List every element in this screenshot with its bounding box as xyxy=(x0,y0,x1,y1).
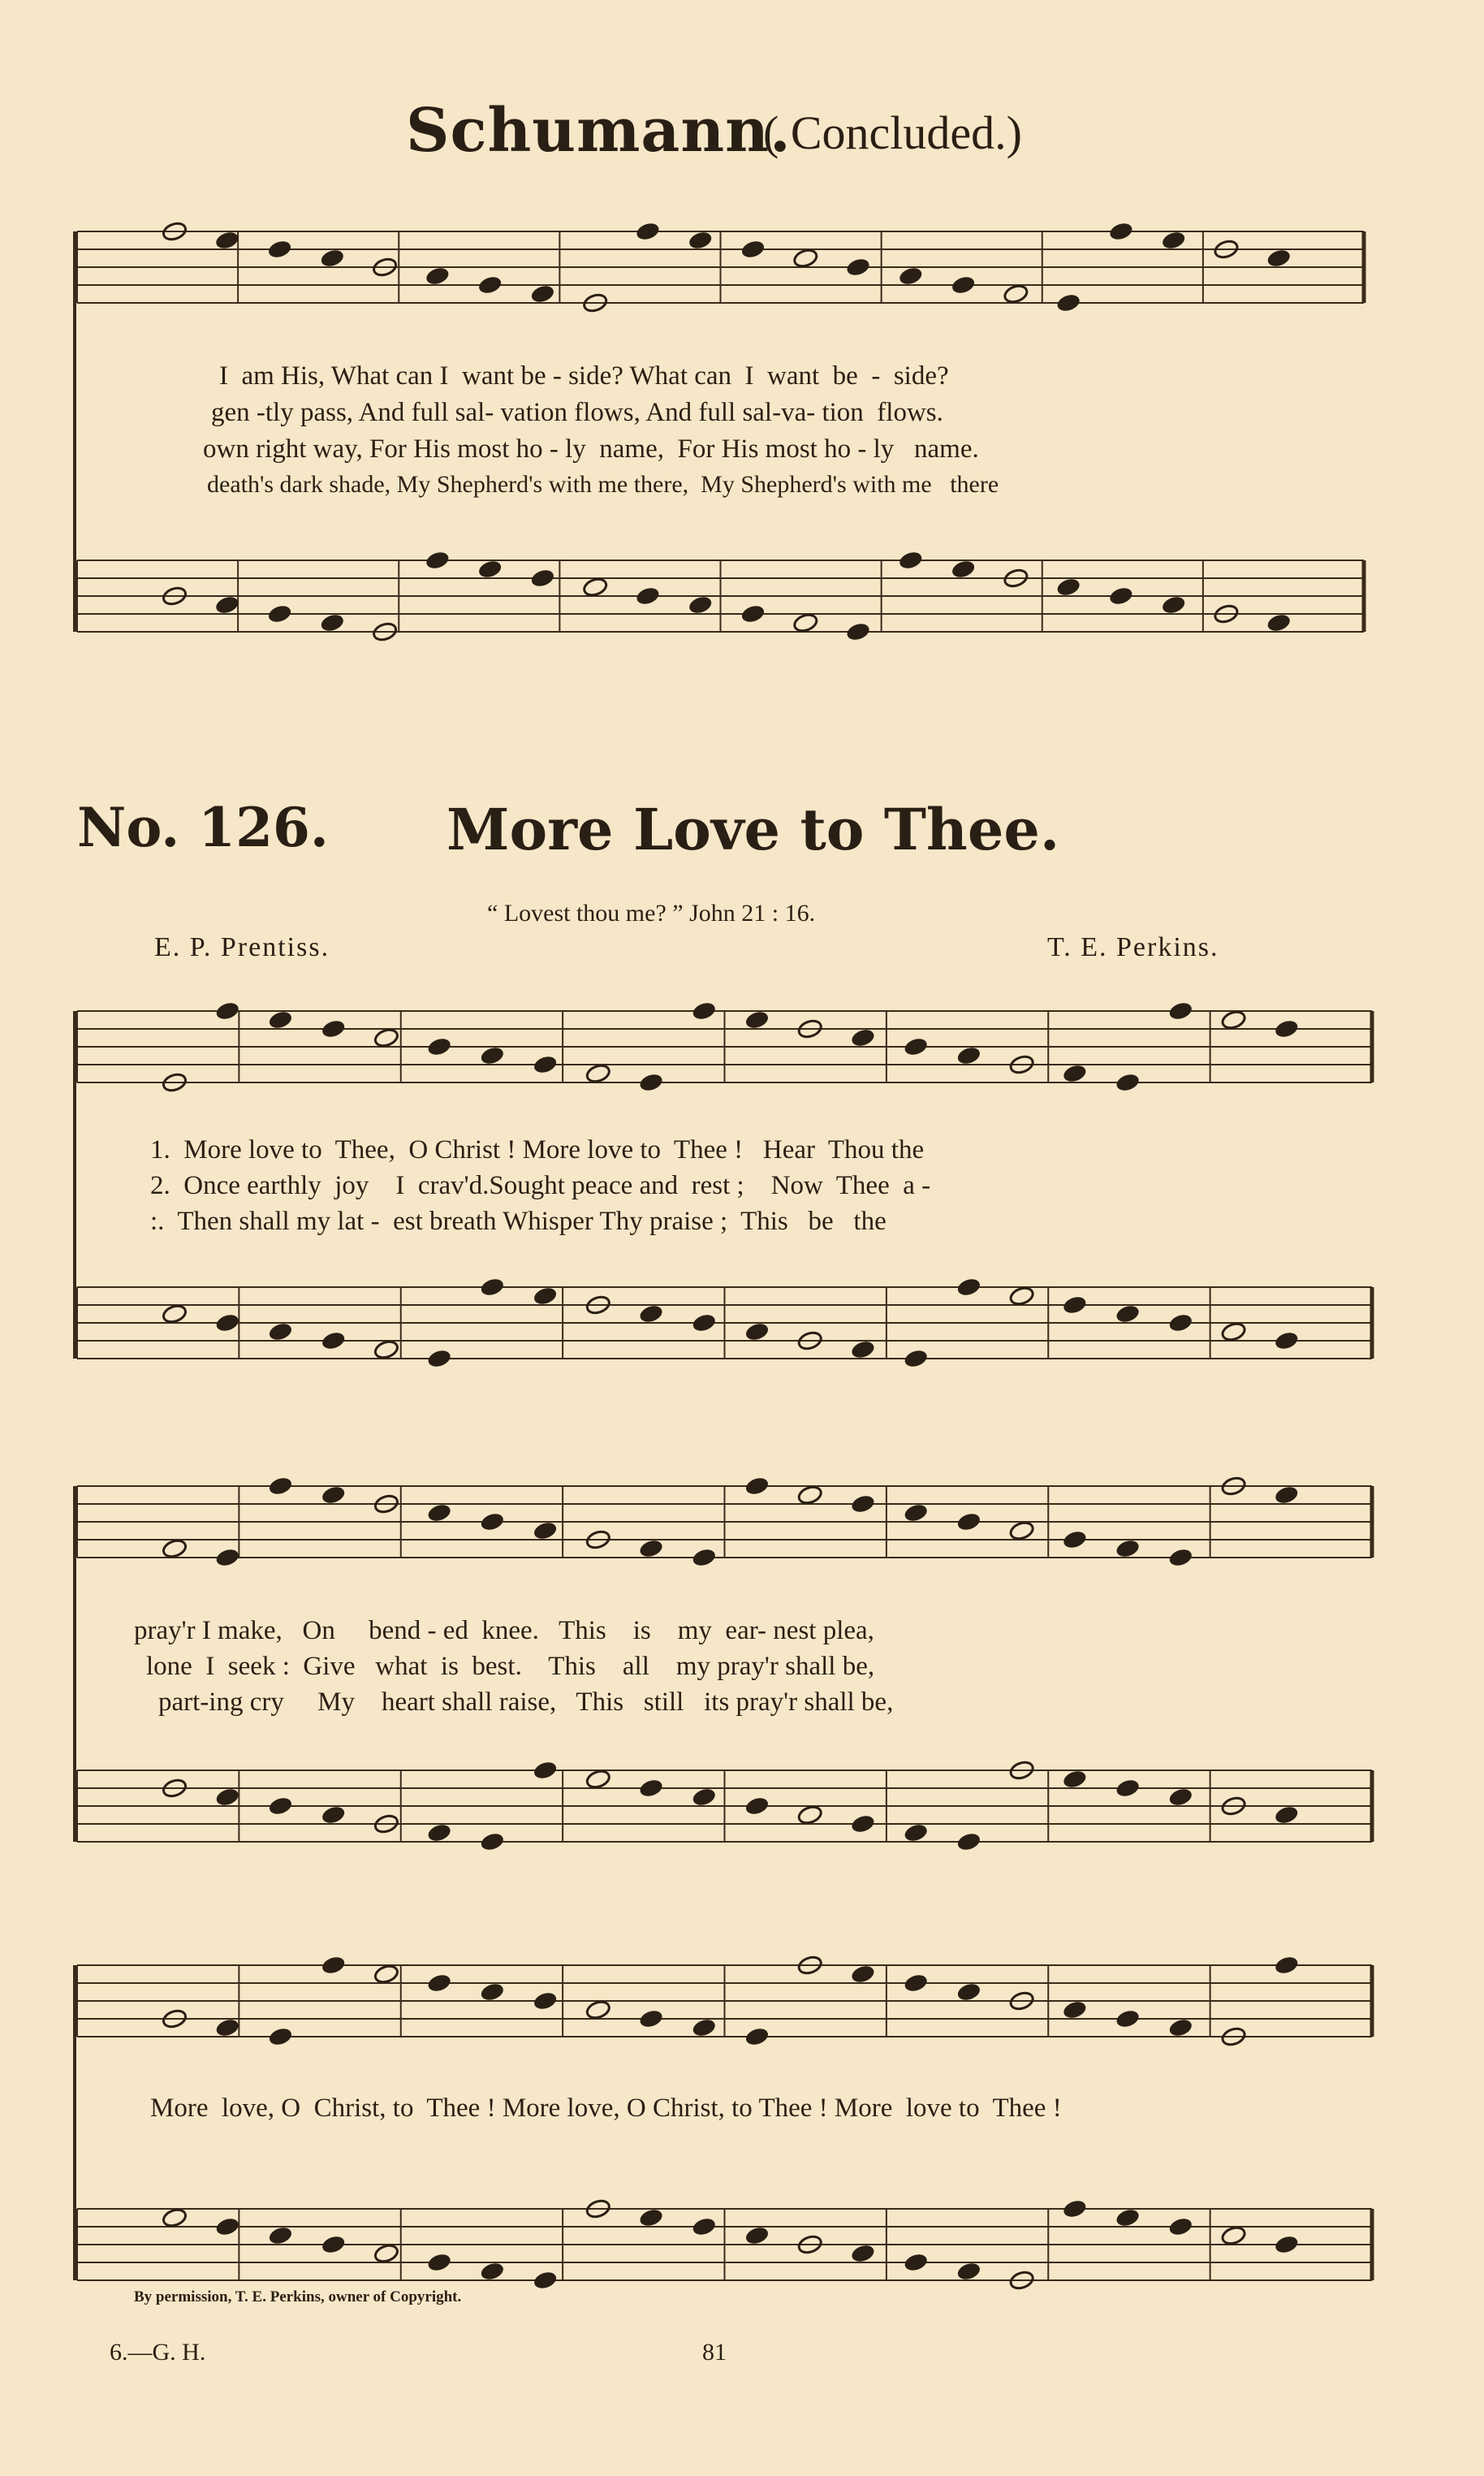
note-head xyxy=(214,1000,240,1022)
note-head xyxy=(267,2225,293,2246)
note-head xyxy=(691,1547,717,1568)
note-head xyxy=(585,1769,611,1790)
note-head xyxy=(1115,2008,1141,2029)
note-head xyxy=(532,1286,558,1307)
note-head xyxy=(214,230,240,251)
note-head xyxy=(845,257,871,278)
note-head xyxy=(477,559,503,580)
note-head xyxy=(691,1000,717,1022)
note-head xyxy=(796,1484,822,1506)
schumann-lyric-1: I am His, What can I want be - side? What can I want be - side? xyxy=(219,361,949,391)
footer-book-mark: 6.—G. H. xyxy=(110,2339,206,2366)
note-head xyxy=(1274,1330,1300,1351)
note-head xyxy=(850,1813,876,1834)
note-head xyxy=(903,1348,929,1369)
note-head xyxy=(1115,2207,1141,2228)
note-head xyxy=(956,1981,981,2003)
note-head xyxy=(691,2216,717,2237)
note-head xyxy=(1062,2198,1088,2219)
note-head xyxy=(585,1999,611,2020)
note-head xyxy=(1108,586,1134,607)
note-head xyxy=(320,2234,346,2255)
note-head xyxy=(162,2207,188,2228)
hymn-epigraph: “ Lovest thou me? ” John 21 : 16. xyxy=(487,900,816,927)
note-head xyxy=(479,1511,505,1532)
verse-line-2: 2. Once earthly joy I crav'd.Sought peace and rest ; Now Thee a - xyxy=(150,1171,931,1200)
note-head xyxy=(477,274,503,296)
copyright-note: By permission, T. E. Perkins, owner of Copyright. xyxy=(134,2288,462,2305)
note-head xyxy=(479,1831,505,1852)
note-head xyxy=(266,239,292,260)
note-head xyxy=(638,1303,664,1324)
tune-note: ( Concluded.) xyxy=(763,106,1022,159)
note-head xyxy=(267,2026,293,2047)
note-head xyxy=(638,2008,664,2029)
note-head xyxy=(426,1502,452,1523)
note-head xyxy=(850,1339,876,1360)
note-head xyxy=(1220,1009,1246,1031)
note-head xyxy=(1115,1303,1141,1324)
note-head xyxy=(532,1760,558,1781)
note-head xyxy=(267,1795,293,1817)
note-head xyxy=(319,248,345,269)
note-head xyxy=(1108,221,1134,242)
note-head xyxy=(320,1018,346,1039)
note-head xyxy=(1167,2216,1193,2237)
note-head xyxy=(956,2261,981,2282)
note-head xyxy=(691,2017,717,2038)
note-head xyxy=(426,2252,452,2273)
note-head xyxy=(796,1804,822,1826)
note-head xyxy=(1062,1294,1088,1316)
note-head xyxy=(1055,577,1081,598)
note-head xyxy=(740,603,766,624)
note-head xyxy=(373,1339,399,1360)
verse2-line-1: pray'r I make, On bend - ed knee. This is my ear- nest plea, xyxy=(134,1616,874,1645)
note-head xyxy=(267,1321,293,1342)
note-head xyxy=(687,594,713,616)
note-head xyxy=(1167,1312,1193,1333)
note-head xyxy=(845,621,871,642)
note-head xyxy=(320,1955,346,1976)
note-head xyxy=(744,1009,770,1031)
note-head xyxy=(898,550,924,571)
note-head xyxy=(1167,2017,1193,2038)
note-head xyxy=(950,559,976,580)
note-head xyxy=(638,1778,664,1799)
note-head xyxy=(691,1312,717,1333)
note-head xyxy=(214,1787,240,1808)
note-head xyxy=(744,1321,770,1342)
note-head xyxy=(1003,283,1029,305)
note-head xyxy=(214,1547,240,1568)
note-head xyxy=(162,1303,188,1324)
note-head xyxy=(532,1520,558,1541)
note-head xyxy=(744,1795,770,1817)
verse2-line-2: lone I seek : Give what is best. This all my pray'r shall be, xyxy=(146,1652,875,1681)
note-head xyxy=(850,1493,876,1515)
hymn-number: No. 126. xyxy=(77,796,329,859)
note-head xyxy=(529,568,555,589)
note-head xyxy=(638,1072,664,1093)
verse-line-1: 1. More love to Thee, O Christ ! More love to Thee ! Hear Thou the xyxy=(150,1135,925,1165)
note-head xyxy=(850,1964,876,1985)
note-head xyxy=(903,1036,929,1057)
note-head xyxy=(214,2017,240,2038)
note-head xyxy=(266,603,292,624)
note-head xyxy=(1062,1999,1088,2020)
note-head xyxy=(1274,2234,1300,2255)
note-head xyxy=(426,1036,452,1057)
note-head xyxy=(373,2243,399,2264)
note-head xyxy=(903,1502,929,1523)
note-head xyxy=(319,612,345,633)
note-head xyxy=(1167,1787,1193,1808)
note-head xyxy=(320,1330,346,1351)
note-head xyxy=(1115,1538,1141,1559)
note-head xyxy=(1115,1778,1141,1799)
note-head xyxy=(1167,1547,1193,1568)
note-head xyxy=(1160,594,1186,616)
verse-line-3: :. Then shall my lat - est breath Whisper Thy praise ; This be the xyxy=(150,1207,887,1236)
note-head xyxy=(744,2225,770,2246)
schumann-lyric-3: own right way, For His most ho - ly name, For His most ho - ly name. xyxy=(203,434,979,464)
note-head xyxy=(898,266,924,287)
note-head xyxy=(425,550,451,571)
hymn-title: More Love to Thee. xyxy=(446,796,1060,863)
note-head xyxy=(1062,1529,1088,1550)
note-head xyxy=(635,221,661,242)
note-head xyxy=(956,1831,981,1852)
note-head xyxy=(744,2026,770,2047)
note-head xyxy=(691,1787,717,1808)
schumann-lyric-4: death's dark shade, My Shepherd's with me there, My Shepherd's with me there xyxy=(207,471,999,498)
note-head xyxy=(529,283,555,305)
note-head xyxy=(426,1822,452,1843)
note-head xyxy=(950,274,976,296)
hymn-composer: T. E. Perkins. xyxy=(1047,932,1219,962)
note-head xyxy=(1008,1520,1034,1541)
note-head xyxy=(479,2261,505,2282)
note-head xyxy=(1062,1769,1088,1790)
note-head xyxy=(320,1804,346,1826)
note-head xyxy=(956,1045,981,1066)
note-head xyxy=(792,248,818,269)
note-head xyxy=(1167,1000,1193,1022)
note-head xyxy=(740,239,766,260)
note-head xyxy=(479,1981,505,2003)
note-head xyxy=(1266,612,1292,633)
note-head xyxy=(267,1009,293,1031)
note-head xyxy=(426,1973,452,1994)
note-head xyxy=(687,230,713,251)
note-head xyxy=(956,1277,981,1298)
note-head xyxy=(1266,248,1292,269)
note-head xyxy=(162,1538,188,1559)
note-head xyxy=(532,2270,558,2291)
note-head xyxy=(638,1538,664,1559)
refrain-line: More love, O Christ, to Thee ! More love, O Christ, to Thee ! More love to Thee ! xyxy=(150,2094,1062,2123)
schumann-lyric-2: gen -tly pass, And full sal- vation flows, And full sal-va- tion flows. xyxy=(211,398,943,427)
note-head xyxy=(1274,1804,1300,1826)
note-head xyxy=(425,266,451,287)
note-head xyxy=(214,1312,240,1333)
note-head xyxy=(214,594,240,616)
note-head xyxy=(426,1348,452,1369)
note-head xyxy=(1115,1072,1141,1093)
note-head xyxy=(320,1484,346,1506)
note-head xyxy=(1160,230,1186,251)
tune-title: Schumann. xyxy=(406,96,792,166)
note-head xyxy=(903,1973,929,1994)
note-head xyxy=(585,1063,611,1084)
note-head xyxy=(532,1990,558,2011)
note-head xyxy=(850,2243,876,2264)
page-number: 81 xyxy=(702,2339,727,2366)
hymn-author: E. P. Prentiss. xyxy=(154,932,330,962)
note-head xyxy=(744,1476,770,1497)
note-head xyxy=(267,1476,293,1497)
note-head xyxy=(373,1027,399,1048)
note-head xyxy=(903,1822,929,1843)
note-head xyxy=(850,1027,876,1048)
note-head xyxy=(214,2216,240,2237)
note-head xyxy=(1008,1286,1034,1307)
note-head xyxy=(479,1277,505,1298)
note-head xyxy=(792,612,818,633)
note-head xyxy=(532,1054,558,1075)
note-head xyxy=(1274,1018,1300,1039)
note-head xyxy=(479,1045,505,1066)
note-head xyxy=(582,577,608,598)
note-head xyxy=(903,2252,929,2273)
note-head xyxy=(1220,2225,1246,2246)
verse2-line-3: part-ing cry My heart shall raise, This still its pray'r shall be, xyxy=(158,1687,894,1717)
note-head xyxy=(635,586,661,607)
note-head xyxy=(1055,292,1081,313)
note-head xyxy=(956,1511,981,1532)
note-head xyxy=(1274,1484,1300,1506)
note-head xyxy=(373,1964,399,1985)
note-head xyxy=(638,2207,664,2228)
note-head xyxy=(1220,1321,1246,1342)
note-head xyxy=(1274,1955,1300,1976)
note-head xyxy=(1062,1063,1088,1084)
